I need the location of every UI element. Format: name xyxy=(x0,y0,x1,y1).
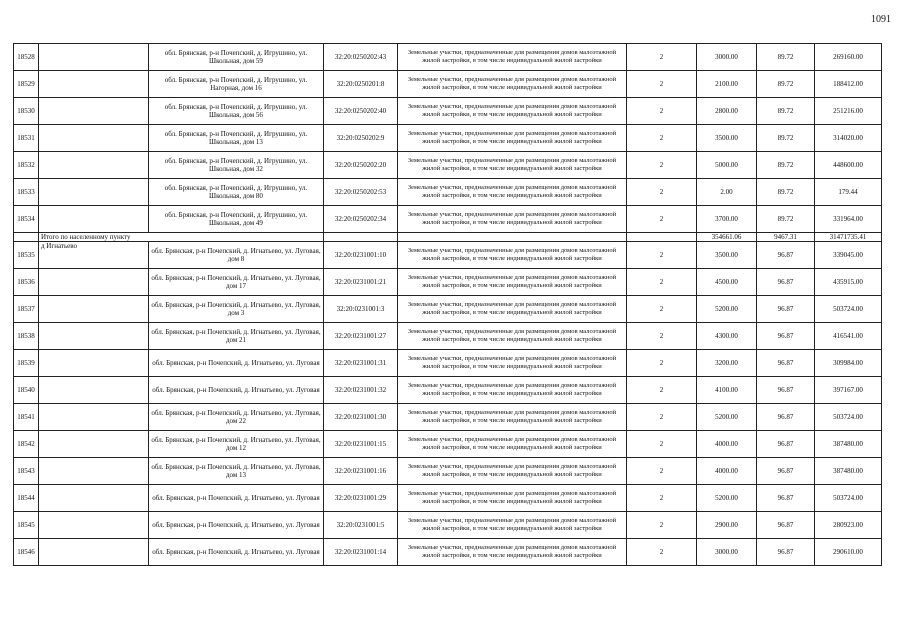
specific-value-cell: 96.87 xyxy=(757,323,815,350)
row-number-cell: 18543 xyxy=(14,458,39,485)
specific-value-cell: 96.87 xyxy=(757,350,815,377)
settlement-cell xyxy=(39,485,149,512)
address-cell: обл. Брянская, р-н Почепский, д. Игнатьево, ул. Луговая xyxy=(149,377,324,404)
specific-value-cell: 96.87 xyxy=(757,296,815,323)
settlement-cell xyxy=(39,512,149,539)
row-number-cell: 18538 xyxy=(14,323,39,350)
subtotal-row xyxy=(14,233,882,242)
group-cell: 2 xyxy=(627,98,697,125)
address-cell: обл. Брянская, р-н Почепский, д. Игрушино, ул. Школьная, дом 80 xyxy=(149,179,324,206)
row-number-cell: 18531 xyxy=(14,125,39,152)
table-row xyxy=(14,269,882,296)
address-cell: обл. Брянская, р-н Почепский, д. Игнатьево, ул. Луговая, дом 3 xyxy=(149,296,324,323)
settlement-cell xyxy=(39,323,149,350)
land-category-cell: Земельные участки, предназначенные для размещения домов малоэтажной жилой застройки, в том числе индивидуальной жилой застройки xyxy=(398,242,627,269)
row-number-cell: 18537 xyxy=(14,296,39,323)
row-number-cell: 18530 xyxy=(14,98,39,125)
subtotal-empty-cell xyxy=(14,233,39,242)
land-category-cell: Земельные участки, предназначенные для размещения домов малоэтажной жилой застройки, в том числе индивидуальной жилой застройки xyxy=(398,323,627,350)
specific-value-cell: 89.72 xyxy=(757,44,815,71)
group-cell: 2 xyxy=(627,125,697,152)
subtotal-label: Итого по населенному пункту xyxy=(39,233,324,242)
row-number-cell: 18533 xyxy=(14,179,39,206)
address-cell: обл. Брянская, р-н Почепский, д. Игрушино, ул. Школьная, дом 59 xyxy=(149,44,324,71)
group-cell: 2 xyxy=(627,269,697,296)
cadastral-number-cell: 32:20:0231001:14 xyxy=(324,539,398,566)
address-cell: обл. Брянская, р-н Почепский, д. Игрушино, ул. Нагорная, дом 16 xyxy=(149,71,324,98)
specific-value-cell: 96.87 xyxy=(757,269,815,296)
cadastral-number-cell: 32:20:0250202:53 xyxy=(324,179,398,206)
area-cell: 4300.00 xyxy=(697,323,757,350)
area-cell: 3700.00 xyxy=(697,206,757,233)
land-category-cell: Земельные участки, предназначенные для размещения домов малоэтажной жилой застройки, в том числе индивидуальной жилой застройки xyxy=(398,404,627,431)
area-cell: 4500.00 xyxy=(697,269,757,296)
address-cell: обл. Брянская, р-н Почепский, д. Игнатьево, ул. Луговая, дом 21 xyxy=(149,323,324,350)
row-number-cell: 18544 xyxy=(14,485,39,512)
group-cell: 2 xyxy=(627,242,697,269)
group-cell: 2 xyxy=(627,539,697,566)
subtotal-empty-cell xyxy=(324,233,398,242)
cadastral-value-cell: 416541.00 xyxy=(815,323,882,350)
table-row xyxy=(14,512,882,539)
land-category-cell: Земельные участки, предназначенные для размещения домов малоэтажной жилой застройки, в том числе индивидуальной жилой застройки xyxy=(398,350,627,377)
settlement-cell xyxy=(39,44,149,71)
cadastral-value-cell: 290610.00 xyxy=(815,539,882,566)
settlement-cell xyxy=(39,539,149,566)
cadastral-number-cell: 32:20:0250202:43 xyxy=(324,44,398,71)
group-cell: 2 xyxy=(627,431,697,458)
area-cell: 3500.00 xyxy=(697,242,757,269)
table-row xyxy=(14,152,882,179)
cadastral-value-cell: 339045.00 xyxy=(815,242,882,269)
cadastral-number-cell: 32:20:0250201:8 xyxy=(324,71,398,98)
group-cell: 2 xyxy=(627,404,697,431)
settlement-cell xyxy=(39,179,149,206)
address-cell: обл. Брянская, р-н Почепский, д. Игнатьево, ул. Луговая xyxy=(149,539,324,566)
row-number-cell: 18545 xyxy=(14,512,39,539)
table-row xyxy=(14,377,882,404)
table-row xyxy=(14,206,882,233)
area-cell: 3000.00 xyxy=(697,44,757,71)
address-cell: обл. Брянская, р-н Почепский, д. Игрушино, ул. Школьная, дом 56 xyxy=(149,98,324,125)
land-category-cell: Земельные участки, предназначенные для размещения домов малоэтажной жилой застройки, в том числе индивидуальной жилой застройки xyxy=(398,179,627,206)
settlement-cell xyxy=(39,350,149,377)
settlement-cell xyxy=(39,98,149,125)
specific-value-cell: 96.87 xyxy=(757,539,815,566)
table-row xyxy=(14,539,882,566)
land-category-cell: Земельные участки, предназначенные для размещения домов малоэтажной жилой застройки, в том числе индивидуальной жилой застройки xyxy=(398,512,627,539)
row-number-cell: 18535 xyxy=(14,242,39,269)
table-row xyxy=(14,404,882,431)
address-cell: обл. Брянская, р-н Почепский, д. Игнатьево, ул. Луговая, дом 8 xyxy=(149,242,324,269)
cadastral-value-cell: 314020.00 xyxy=(815,125,882,152)
cadastral-number-cell: 32:20:0231001:29 xyxy=(324,485,398,512)
table-row xyxy=(14,323,882,350)
address-cell: обл. Брянская, р-н Почепский, д. Игнатьево, ул. Луговая, дом 17 xyxy=(149,269,324,296)
cadastral-number-cell: 32:20:0231001:30 xyxy=(324,404,398,431)
table-row xyxy=(14,458,882,485)
group-cell: 2 xyxy=(627,377,697,404)
area-cell: 2800.00 xyxy=(697,98,757,125)
cadastral-value-cell: 448600.00 xyxy=(815,152,882,179)
cadastral-number-cell: 32:20:0250202:9 xyxy=(324,125,398,152)
settlement-cell xyxy=(39,296,149,323)
group-cell: 2 xyxy=(627,350,697,377)
specific-value-cell: 96.87 xyxy=(757,485,815,512)
settlement-cell xyxy=(39,431,149,458)
cadastral-number-cell: 32:20:0231001:32 xyxy=(324,377,398,404)
specific-value-cell: 89.72 xyxy=(757,98,815,125)
cadastral-value-cell: 387480.00 xyxy=(815,431,882,458)
cadastral-value-cell: 397167.00 xyxy=(815,377,882,404)
table-row xyxy=(14,431,882,458)
specific-value-cell: 89.72 xyxy=(757,179,815,206)
table-row xyxy=(14,44,882,71)
land-category-cell: Земельные участки, предназначенные для размещения домов малоэтажной жилой застройки, в том числе индивидуальной жилой застройки xyxy=(398,296,627,323)
table-row xyxy=(14,179,882,206)
row-number-cell: 18546 xyxy=(14,539,39,566)
settlement-cell xyxy=(39,377,149,404)
cadastral-value-cell: 179.44 xyxy=(815,179,882,206)
specific-value-cell: 96.87 xyxy=(757,431,815,458)
cadastral-value-cell: 331964.00 xyxy=(815,206,882,233)
area-cell: 4100.00 xyxy=(697,377,757,404)
cadastral-value-cell: 387480.00 xyxy=(815,458,882,485)
address-cell: обл. Брянская, р-н Почепский, д. Игнатьево, ул. Луговая, дом 22 xyxy=(149,404,324,431)
row-number-cell: 18536 xyxy=(14,269,39,296)
group-cell: 2 xyxy=(627,458,697,485)
specific-value-cell: 96.87 xyxy=(757,512,815,539)
row-number-cell: 18529 xyxy=(14,71,39,98)
page-number: 1091 xyxy=(871,14,891,25)
settlement-cell xyxy=(39,458,149,485)
cadastral-number-cell: 32:20:0231001:10 xyxy=(324,242,398,269)
land-category-cell: Земельные участки, предназначенные для размещения домов малоэтажной жилой застройки, в том числе индивидуальной жилой застройки xyxy=(398,125,627,152)
cadastral-value-cell: 503724.00 xyxy=(815,296,882,323)
specific-value-cell: 96.87 xyxy=(757,242,815,269)
subtotal-empty-cell xyxy=(398,233,627,242)
address-cell: обл. Брянская, р-н Почепский, д. Игрушино, ул. Школьная, дом 13 xyxy=(149,125,324,152)
table-row xyxy=(14,98,882,125)
row-number-cell: 18541 xyxy=(14,404,39,431)
cadastral-value-cell: 503724.00 xyxy=(815,485,882,512)
land-category-cell: Земельные участки, предназначенные для размещения домов малоэтажной жилой застройки, в том числе индивидуальной жилой застройки xyxy=(398,152,627,179)
area-cell: 2.00 xyxy=(697,179,757,206)
area-cell: 5200.00 xyxy=(697,485,757,512)
land-category-cell: Земельные участки, предназначенные для размещения домов малоэтажной жилой застройки, в том числе индивидуальной жилой застройки xyxy=(398,98,627,125)
land-registry-table xyxy=(13,43,882,566)
area-cell: 3000.00 xyxy=(697,539,757,566)
land-category-cell: Земельные участки, предназначенные для размещения домов малоэтажной жилой застройки, в том числе индивидуальной жилой застройки xyxy=(398,539,627,566)
address-cell: обл. Брянская, р-н Почепский, д. Игрушино, ул. Школьная, дом 32 xyxy=(149,152,324,179)
address-cell: обл. Брянская, р-н Почепский, д. Игнатьево, ул. Луговая xyxy=(149,485,324,512)
subtotal-empty-cell xyxy=(627,233,697,242)
row-number-cell: 18528 xyxy=(14,44,39,71)
specific-value-cell: 96.87 xyxy=(757,404,815,431)
cadastral-number-cell: 32:20:0250202:40 xyxy=(324,98,398,125)
cadastral-number-cell: 32:20:0231001:21 xyxy=(324,269,398,296)
cadastral-value-cell: 280923.00 xyxy=(815,512,882,539)
address-cell: обл. Брянская, р-н Почепский, д. Игнатьево, ул. Луговая xyxy=(149,512,324,539)
subtotal-value: 31471735.41 xyxy=(815,233,882,242)
row-number-cell: 18540 xyxy=(14,377,39,404)
address-cell: обл. Брянская, р-н Почепский, д. Игнатьево, ул. Луговая, дом 13 xyxy=(149,458,324,485)
address-cell: обл. Брянская, р-н Почепский, д. Игрушино, ул. Школьная, дом 49 xyxy=(149,206,324,233)
specific-value-cell: 89.72 xyxy=(757,152,815,179)
area-cell: 4000.00 xyxy=(697,458,757,485)
cadastral-number-cell: 32:20:0231001:3 xyxy=(324,296,398,323)
cadastral-value-cell: 435915.00 xyxy=(815,269,882,296)
specific-value-cell: 96.87 xyxy=(757,377,815,404)
settlement-cell xyxy=(39,404,149,431)
group-cell: 2 xyxy=(627,206,697,233)
area-cell: 3200.00 xyxy=(697,350,757,377)
land-category-cell: Земельные участки, предназначенные для размещения домов малоэтажной жилой застройки, в том числе индивидуальной жилой застройки xyxy=(398,269,627,296)
row-number-cell: 18532 xyxy=(14,152,39,179)
subtotal-area: 354661.06 xyxy=(697,233,757,242)
group-cell: 2 xyxy=(627,71,697,98)
cadastral-value-cell: 269160.00 xyxy=(815,44,882,71)
settlement-cell xyxy=(39,269,149,296)
cadastral-number-cell: 32:20:0250202:20 xyxy=(324,152,398,179)
land-category-cell: Земельные участки, предназначенные для размещения домов малоэтажной жилой застройки, в том числе индивидуальной жилой застройки xyxy=(398,485,627,512)
specific-value-cell: 89.72 xyxy=(757,206,815,233)
cadastral-value-cell: 251216.00 xyxy=(815,98,882,125)
area-cell: 2100.00 xyxy=(697,71,757,98)
table-row xyxy=(14,71,882,98)
table-row xyxy=(14,485,882,512)
land-category-cell: Земельные участки, предназначенные для размещения домов малоэтажной жилой застройки, в том числе индивидуальной жилой застройки xyxy=(398,206,627,233)
settlement-name: д Игнатьево xyxy=(39,242,149,269)
group-cell: 2 xyxy=(627,44,697,71)
table-row xyxy=(14,296,882,323)
cadastral-number-cell: 32:20:0250202:34 xyxy=(324,206,398,233)
address-cell: обл. Брянская, р-н Почепский, д. Игнатьево, ул. Луговая xyxy=(149,350,324,377)
group-cell: 2 xyxy=(627,179,697,206)
specific-value-cell: 89.72 xyxy=(757,125,815,152)
cadastral-value-cell: 188412.00 xyxy=(815,71,882,98)
table-row xyxy=(14,242,882,269)
area-cell: 2900.00 xyxy=(697,512,757,539)
cadastral-number-cell: 32:20:0231001:15 xyxy=(324,431,398,458)
cadastral-number-cell: 32:20:0231001:27 xyxy=(324,323,398,350)
subtotal-rate: 9467.31 xyxy=(757,233,815,242)
settlement-cell xyxy=(39,71,149,98)
table-row xyxy=(14,350,882,377)
address-cell: обл. Брянская, р-н Почепский, д. Игнатьево, ул. Луговая, дом 12 xyxy=(149,431,324,458)
specific-value-cell: 89.72 xyxy=(757,71,815,98)
settlement-cell xyxy=(39,206,149,233)
cadastral-value-cell: 503724.00 xyxy=(815,404,882,431)
land-category-cell: Земельные участки, предназначенные для размещения домов малоэтажной жилой застройки, в том числе индивидуальной жилой застройки xyxy=(398,44,627,71)
group-cell: 2 xyxy=(627,485,697,512)
group-cell: 2 xyxy=(627,323,697,350)
area-cell: 5200.00 xyxy=(697,404,757,431)
land-category-cell: Земельные участки, предназначенные для размещения домов малоэтажной жилой застройки, в том числе индивидуальной жилой застройки xyxy=(398,377,627,404)
area-cell: 5000.00 xyxy=(697,152,757,179)
land-category-cell: Земельные участки, предназначенные для размещения домов малоэтажной жилой застройки, в том числе индивидуальной жилой застройки xyxy=(398,71,627,98)
cadastral-number-cell: 32:20:0231001:16 xyxy=(324,458,398,485)
area-cell: 4000.00 xyxy=(697,431,757,458)
area-cell: 3500.00 xyxy=(697,125,757,152)
cadastral-number-cell: 32:20:0231001:31 xyxy=(324,350,398,377)
table-body xyxy=(14,44,882,566)
land-category-cell: Земельные участки, предназначенные для размещения домов малоэтажной жилой застройки, в том числе индивидуальной жилой застройки xyxy=(398,431,627,458)
land-category-cell: Земельные участки, предназначенные для размещения домов малоэтажной жилой застройки, в том числе индивидуальной жилой застройки xyxy=(398,458,627,485)
row-number-cell: 18542 xyxy=(14,431,39,458)
specific-value-cell: 96.87 xyxy=(757,458,815,485)
group-cell: 2 xyxy=(627,152,697,179)
area-cell: 5200.00 xyxy=(697,296,757,323)
settlement-cell xyxy=(39,152,149,179)
table-row xyxy=(14,125,882,152)
row-number-cell: 18534 xyxy=(14,206,39,233)
settlement-cell xyxy=(39,125,149,152)
group-cell: 2 xyxy=(627,296,697,323)
group-cell: 2 xyxy=(627,512,697,539)
cadastral-value-cell: 309984.00 xyxy=(815,350,882,377)
cadastral-number-cell: 32:20:0231001:5 xyxy=(324,512,398,539)
row-number-cell: 18539 xyxy=(14,350,39,377)
